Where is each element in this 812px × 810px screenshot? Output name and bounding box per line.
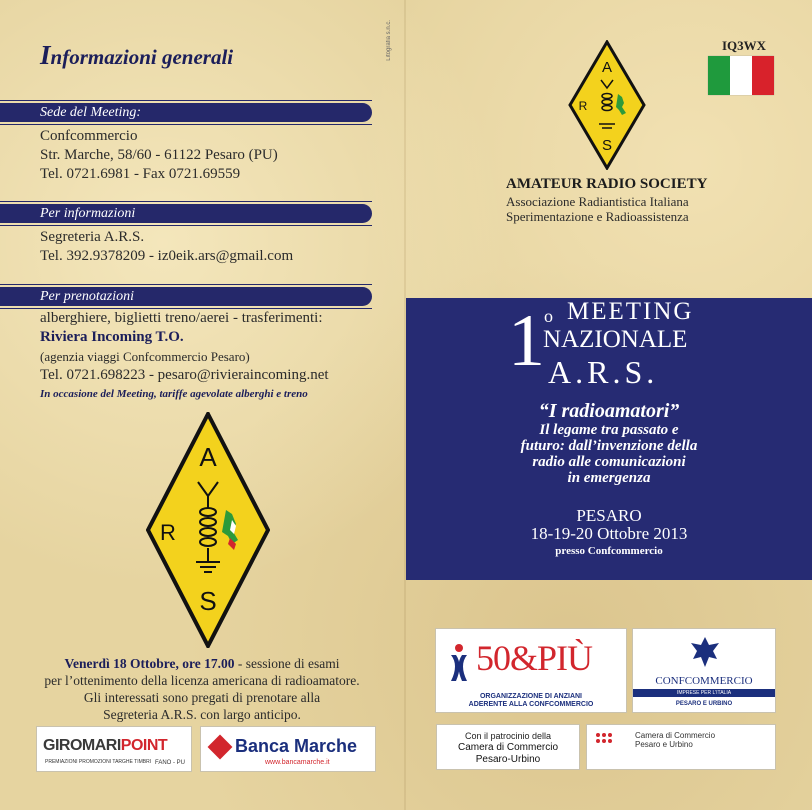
general-info-title: Informazioni generali: [40, 40, 234, 70]
svg-text:R: R: [160, 520, 176, 545]
contact-info: Segreteria A.R.S. Tel. 392.9378209 - iz0eik.ars@gmail.com: [40, 229, 294, 264]
meeting-dates: 18-19-20 Ottobre 2013: [530, 524, 688, 543]
meeting-theme-subtitle: Il legame tra passato e futuro: dall’invenzione della radio alle comunicazioni in emergenza: [520, 422, 698, 486]
sede-info: Confcommercio Str. Marche, 58/60 - 61122 Pesaro (PU) Tel. 0721.6981 - Fax 0721.69559: [40, 128, 278, 182]
patron-camera-commercio-note: Con il patrocinio della Camera di Commercio Pesaro-Urbino: [436, 724, 580, 770]
svg-text:S: S: [601, 137, 613, 154]
section-bar-sede: Sede del Meeting:: [0, 103, 372, 122]
ars-logo-large: [146, 412, 270, 648]
svg-text:S: S: [199, 586, 217, 616]
association-tagline: Associazione Radiantistica Italiana Sperimentazione e Radioassistenza: [506, 194, 689, 224]
patron-50-e-piu: 50&PIÙ ORGANIZZAZIONE DI ANZIANI ADERENTE ALLA CONFCOMMERCIO: [435, 628, 627, 713]
section-bar-prenotazioni: Per prenotazioni: [0, 287, 372, 306]
meeting-venue: presso Confcommercio: [555, 545, 663, 557]
society-name: AMATEUR RADIO SOCIETY: [506, 176, 708, 192]
meeting-city: PESARO: [576, 506, 642, 525]
camera-commercio-logo-icon: [595, 732, 623, 746]
eagle-icon: [689, 635, 721, 669]
meeting-theme-title: “I radioamatori”: [538, 400, 680, 422]
patron-camera-commercio-logo: Camera di Commercio Pesaro e Urbino: [586, 724, 776, 770]
booking-info: alberghiere, biglietti treno/aerei - trasferimenti: Riviera Incoming T.O. (agenzia viaggi Confcommercio Pesaro) Tel. 0721.698223 - pesaro@rivieraincoming.net In occasione del Meeting, tariffe agevolate alberghi e treno: [40, 310, 329, 400]
svg-text:R: R: [578, 99, 588, 113]
fifty-piu-logo-icon: [450, 643, 468, 683]
sponsor-giromaripoint: GIROMARIPOINT PREMIAZIONI PROMOZIONI TARGHE TIMBRI FANO - PU: [36, 726, 192, 772]
italian-flag-icon: [708, 56, 774, 95]
meeting-number: 1: [508, 300, 545, 382]
callsign: IQ3WX: [722, 38, 767, 53]
patron-confcommercio: CONFCOMMERCIO IMPRESE PER L’ITALIA PESARO E URBINO: [632, 628, 776, 713]
meeting-ars: A.R.S.: [548, 354, 659, 390]
section-bar-info: Per informazioni: [0, 204, 372, 223]
exam-notice: Venerdì 18 Ottobre, ore 17.00 - sessione di esami per l’ottenimento della licenza americana di radioamatore. Gli interessati sono pregati di prenotare alla Segreteria A.R.S. con largo anticipo.: [44, 656, 360, 722]
svg-text:A: A: [199, 442, 217, 472]
printer-credit: Litografia s.n.c.: [386, 20, 392, 61]
meeting-nazionale: NAZIONALE: [543, 326, 688, 353]
ars-logo-small: [568, 40, 646, 170]
svg-text:A: A: [601, 59, 613, 76]
meeting-word: MEETING: [567, 298, 694, 325]
meeting-ordinal: o: [544, 306, 553, 326]
banca-marche-logo-icon: [208, 735, 233, 760]
sponsor-banca-marche: Banca Marche www.bancamarche.it: [200, 726, 376, 772]
